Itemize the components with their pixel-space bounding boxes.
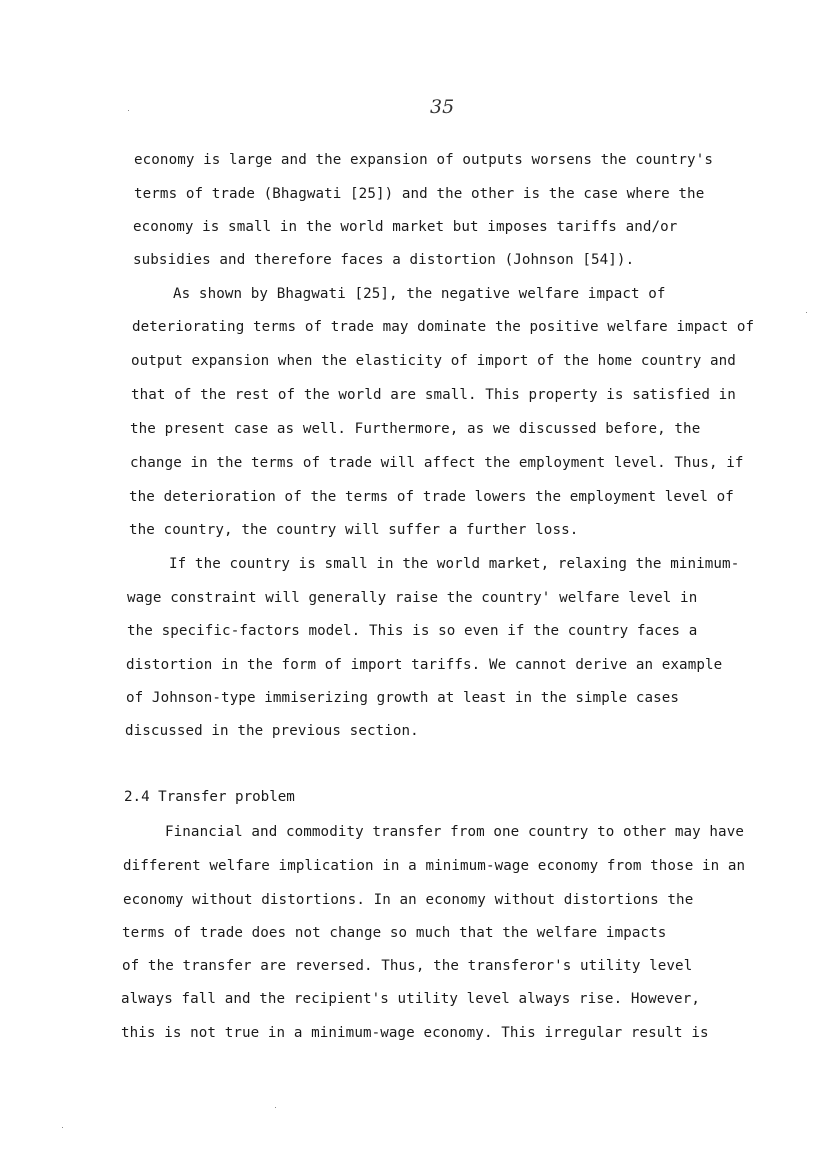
text-line: As shown by Bhagwati [25], the negative welfare impact of (173, 286, 666, 302)
text-line: terms of trade (Bhagwati [25]) and the other is the case where the (134, 186, 705, 202)
text-line: deteriorating terms of trade may dominate the positive welfare impact of (132, 319, 755, 335)
text-line: change in the terms of trade will affect the employment level. Thus, if (130, 455, 744, 471)
text-line: that of the rest of the world are small. This property is satisfied in (131, 387, 736, 403)
text-line: different welfare implication in a minimum-wage economy from those in an (123, 858, 746, 874)
scan-speck (62, 1127, 63, 1128)
text-line: If the country is small in the world market, relaxing the minimum- (169, 556, 740, 572)
text-line: the present case as well. Furthermore, as we discussed before, the (130, 421, 701, 437)
page-number: 35 (430, 96, 455, 118)
text-line: of Johnson-type immiserizing growth at least in the simple cases (126, 690, 680, 706)
text-line: the specific-factors model. This is so even if the country faces a (127, 623, 698, 639)
text-line: Financial and commodity transfer from one country to other may have (165, 824, 744, 840)
text-line: discussed in the previous section. (125, 723, 419, 739)
text-line: economy is small in the world market but imposes tariffs and/or (133, 219, 678, 235)
text-line: wage constraint will generally raise the country' welfare level in (127, 590, 698, 606)
text-line: this is not true in a minimum-wage economy. This irregular result is (121, 1025, 709, 1041)
text-line: terms of trade does not change so much that the welfare impacts (122, 925, 667, 941)
text-line: always fall and the recipient's utility level always rise. However, (121, 991, 700, 1007)
text-line: of the transfer are reversed. Thus, the transferor's utility level (122, 958, 693, 974)
text-line: economy is large and the expansion of outputs worsens the country's (134, 152, 713, 168)
scan-speck (275, 1107, 276, 1108)
text-line: distortion in the form of import tariffs. We cannot derive an example (126, 657, 723, 673)
text-line: the country, the country will suffer a further loss. (129, 522, 579, 538)
text-line: the deterioration of the terms of trade lowers the employment level of (129, 489, 734, 505)
text-line: subsidies and therefore faces a distortion (Johnson [54]). (133, 252, 635, 268)
text-line: output expansion when the elasticity of import of the home country and (131, 353, 736, 369)
section-heading: 2.4 Transfer problem (124, 789, 295, 805)
scan-speck (806, 312, 807, 313)
scan-speck (128, 110, 129, 111)
text-line: economy without distortions. In an economy without distortions the (123, 892, 694, 908)
